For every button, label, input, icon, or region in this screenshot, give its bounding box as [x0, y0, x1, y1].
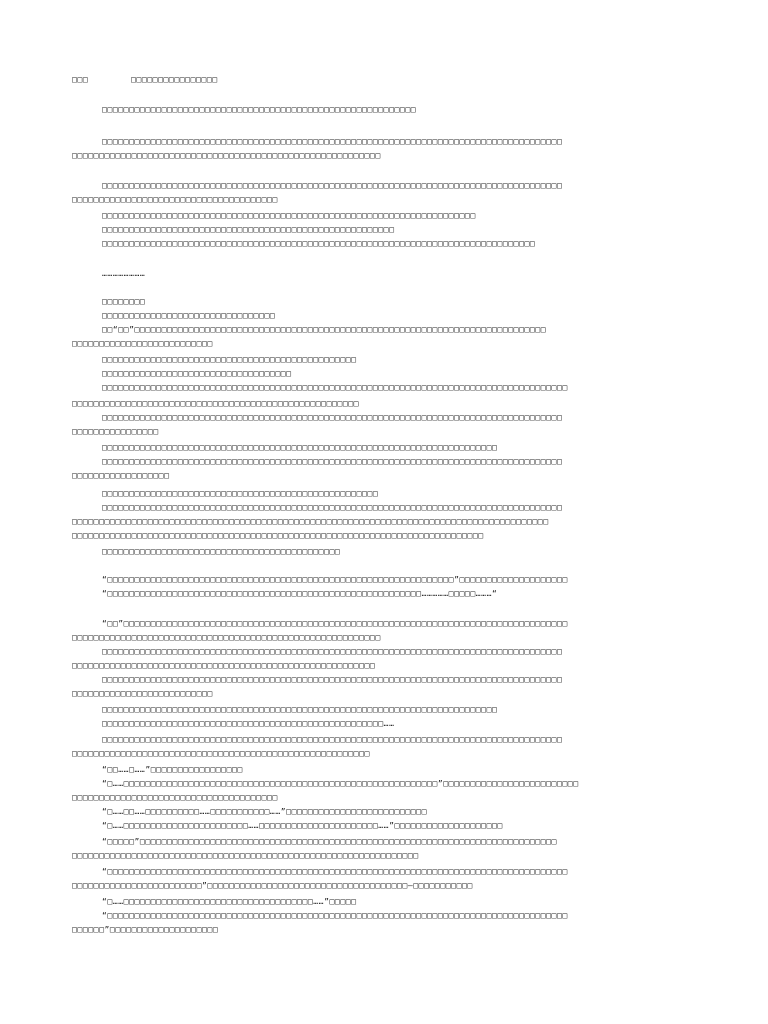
- text-line: □□□□□□”□□□□□□□□□□□□□□□□□□□□: [72, 925, 219, 934]
- text-line: □□□□□□□□□□□□□□□□□□□□□□□□□□□□□□□□□□□□□□□□□□□□□□□□□□□□□□□□□□□□□□□□□□□□□□□□□: [102, 443, 498, 452]
- text-line: “□……□□□□□□□□□□□□□□□□□□□□□□□□□□□□□□□□□□□□□□□□□□□□□□□□□□□□□□□□□□”□□□□□□□□□□□□□□□□□□□□□□□□□: [102, 779, 579, 788]
- text-line: “□……□□□□□□□□□□□□□□□□□□□□□□□……□□□□□□□□□□□□□□□□□□□□□□……”□□□□□□□□□□□□□□□□□□□□: [102, 821, 503, 830]
- text-line: □□□□□□□□: [102, 297, 146, 306]
- text-line: □□□□□□□□□□□□□□□□□□□□□□□□□□□□□□□□□□□□□□: [72, 793, 278, 802]
- text-line: “□……□□……□□□□□□□□□□……□□□□□□□□□□□……”□□□□□□□□□□□□□□□□□□□□□□□□□□: [102, 807, 427, 816]
- text-line: □□□□□□□□□□□□□□□□□□□□□□□□□□□□□□□□□□□□□□□□□□□□□□□□□□□□□□□□□: [72, 633, 381, 642]
- text-line: □□□□□□□□□□□□□□□□□□□□□□□□□□□□□□□□□□□□□□□□□□□□□□□□□□□□□□□□□□□□□□□□□□□□□□□□□□□□□□□□□□□□□: [102, 457, 563, 466]
- text-line: □□□□□□□□□□□□□□□□□□□□□□□□□□□□□□□□□□□□□□: [72, 195, 278, 204]
- text-line: □□□□□□□□□□□□□□□□□□□□□□□□□□□□□□□□□□□□□□□□□□□□□□□□□□□□□□□□□□□□□□□□□□□□□□□□□□□□□□□□□□□□□: [102, 735, 563, 744]
- text-line: □□□□□□□□□□□□□□□□: [72, 427, 159, 436]
- text-line: “□□□□□□□□□□□□□□□□□□□□□□□□□□□□□□□□□□□□□□□□□□□□□□□□□□□□□□□□□□□□□□□□□□□□□□□□□□□□□□□□□□□□□: [102, 911, 568, 920]
- header-label: □□□: [72, 75, 89, 84]
- text-line: □□“□□”□□□□□□□□□□□□□□□□□□□□□□□□□□□□□□□□□□□□□□□□□□□□□□□□□□□□□□□□□□□□□□□□□□□□□□□□□□□□: [102, 325, 547, 334]
- text-line: “□□□□□□□□□□□□□□□□□□□□□□□□□□□□□□□□□□□□□□□□□□□□□□□□□□□□□□□□□□□□□□□□”□□□□□□□□□□□□□□□□□□□□: [102, 575, 568, 584]
- text-line: “□□……□……”□□□□□□□□□□□□□□□□□: [102, 765, 243, 774]
- text-line: □□□□□□□□□□□□□□□□□□□□□□□□□□□□□□□□□□□□□□□□□□□□□□□□□□□□□□□□□□□□□□□□□□□□□□□□□□□□□□□□□□□□□: [102, 413, 563, 422]
- text-line: □□□□□□□□□□□□□□□□□□: [72, 471, 170, 480]
- text-line: □□□□□□□□□□□□□□□□□□□□□□□□□□□□□□□□□□□□□□□□□□□□□□□□□□□□□□□□□□□□□□□□□□□□□□□□□□□□□□□□□□□□□□: [102, 383, 568, 392]
- text-line: “□□□□□”□□□□□□□□□□□□□□□□□□□□□□□□□□□□□□□□□□□□□□□□□□□□□□□□□□□□□□□□□□□□□□□□□□□□□□□□□□□□□: [102, 837, 557, 846]
- text-line: □□□□□□□□□□□□□□□□□□□□□□□□□□: [72, 339, 213, 348]
- text-line: □□□□□□□□□□□□□□□□□□□□□□□□□□: [72, 689, 213, 698]
- text-line: □□□□□□□□□□□□□□□□□□□□□□□□□□□□□□□□□□□□□□□□□□□□□□□□□□□□□□□□□□□□□□□□□□□□□□□□□□□□□□□□□□□□□: [102, 137, 563, 146]
- text-line: □□□□□□□□□□□□□□□□□□□□□□□□□□□□□□□□□□□□□□□□□□□□□□□□□□□□□□□□□□□□□□□□□□□□□□□□□: [102, 705, 498, 714]
- text-line: □□□□□□□□□□□□□□□□□□□□□□□□□□□□□□□□□□□□□□□□□□□□□□□□□□□□□□□□□□□□□□□□□□□□□□□□□□□□□□□□□□□□□: [102, 647, 563, 656]
- text-line: □□□□□□□□□□□□□□□□□□□□□□□□□□□□□□□□□□□□□□□□□□□□□□□□□□□□□□□□□□□□□□□□□□□□□□□□□□□□□□□□□□□□□: [102, 181, 563, 190]
- page-title: □□□□□□□□□□□□□□□□: [131, 75, 218, 84]
- text-line: □□□□□□□□□□□□□□□□□□□□□□□□□□□□□□□□□□□□□□□□□□□□□□□□□□□□□□□□□□□□□□□□□□□□□□□□□□□□: [72, 531, 484, 540]
- text-line: □□□□□□□□□□□□□□□□□□□□□□□□□□□□□□□□□□□□□□□□□□□□□□□□□□□□□□□: [72, 749, 370, 758]
- text-line: □□□□□□□□□□□□□□□□□□□□□□□□□□□□□□□□□□□□□□□□□□□□□□□□□□□□□: [72, 399, 360, 408]
- text-line: ……………………: [102, 269, 146, 278]
- text-line: □□□□□□□□□□□□□□□□□□□□□□□□□□□□□□□□□□□□□□□□□□□□□□□□□□□□□□□□: [72, 661, 376, 670]
- text-line: □□□□□□□□□□□□□□□□□□□□□□□□□□□□□□□□□□□□□□□□□□□□□□□□□□□: [102, 489, 379, 498]
- text-line: □□□□□□□□□□□□□□□□□□□□□□□□□□□□□□□□□□□□□□□□□□□□□□□□□□□□□□□□□: [72, 151, 381, 160]
- text-line: □□□□□□□□□□□□□□□□□□□□□□□□□□□□□□□□□□□□□□□□□□□□□□□□□□□□□□□□□□□□□□□□: [72, 851, 419, 860]
- text-line: □□□□□□□□□□□□□□□□□□□□□□□□”□□□□□□□□□□□□□□□□□□□□□□□□□□□□□□□□□□□□□—□□□□□□□□□□□: [72, 881, 473, 890]
- text-line: □□□□□□□□□□□□□□□□□□□□□□□□□□□□□□□□□□□□□□□□□□□□: [102, 547, 341, 556]
- text-line: □□□□□□□□□□□□□□□□□□□□□□□□□□□□□□□□□□□□□□□□□□□□□□□: [102, 355, 357, 364]
- text-line: □□□□□□□□□□□□□□□□□□□□□□□□□□□□□□□□□□□□□□□□□□□□□□□□□□□□□□: [102, 225, 395, 234]
- text-line: □□□□□□□□□□□□□□□□□□□□□□□□□□□□□□□□□□□: [102, 369, 292, 378]
- text-line: □□□□□□□□□□□□□□□□□□□□□□□□□□□□□□□□□□□□□□□□□□□□□□□□□□□□□□□□□□: [102, 105, 417, 114]
- text-line: “□……□□□□□□□□□□□□□□□□□□□□□□□□□□□□□□□□□□□……”□□□□□: [102, 897, 357, 906]
- text-line: □□□□□□□□□□□□□□□□□□□□□□□□□□□□□□□□: [102, 311, 276, 320]
- text-line: “□□□□□□□□□□□□□□□□□□□□□□□□□□□□□□□□□□□□□□□□□□□□□□□□□□□□□□□□□□□□□□□□□□□□□□□□□□□□□□□□□□□□□: [102, 867, 568, 876]
- text-line: “□□”□□□□□□□□□□□□□□□□□□□□□□□□□□□□□□□□□□□□□□□□□□□□□□□□□□□□□□□□□□□□□□□□□□□□□□□□□□□□□□□□□□: [102, 619, 568, 628]
- text-line: □□□□□□□□□□□□□□□□□□□□□□□□□□□□□□□□□□□□□□□□□□□□□□□□□□□□……: [102, 719, 395, 728]
- text-line: “□□□□□□□□□□□□□□□□□□□□□□□□□□□□□□□□□□□□□□□□□□□□□□□□□□□□□□□□□□……………□□□□□………“: [102, 589, 498, 598]
- text-line: □□□□□□□□□□□□□□□□□□□□□□□□□□□□□□□□□□□□□□□□□□□□□□□□□□□□□□□□□□□□□□□□□□□□□: [102, 211, 476, 220]
- text-line: □□□□□□□□□□□□□□□□□□□□□□□□□□□□□□□□□□□□□□□□□□□□□□□□□□□□□□□□□□□□□□□□□□□□□□□□□□□□□□□□□□□□□□□□: [72, 517, 549, 526]
- text-line: □□□□□□□□□□□□□□□□□□□□□□□□□□□□□□□□□□□□□□□□□□□□□□□□□□□□□□□□□□□□□□□□□□□□□□□□□□□□□□□□□□□□□: [102, 503, 563, 512]
- text-line: □□□□□□□□□□□□□□□□□□□□□□□□□□□□□□□□□□□□□□□□□□□□□□□□□□□□□□□□□□□□□□□□□□□□□□□□□□□□□□□□□□□□□: [102, 675, 563, 684]
- text-line: □□□□□□□□□□□□□□□□□□□□□□□□□□□□□□□□□□□□□□□□□□□□□□□□□□□□□□□□□□□□□□□□□□□□□□□□□□□□□□□□: [102, 239, 536, 248]
